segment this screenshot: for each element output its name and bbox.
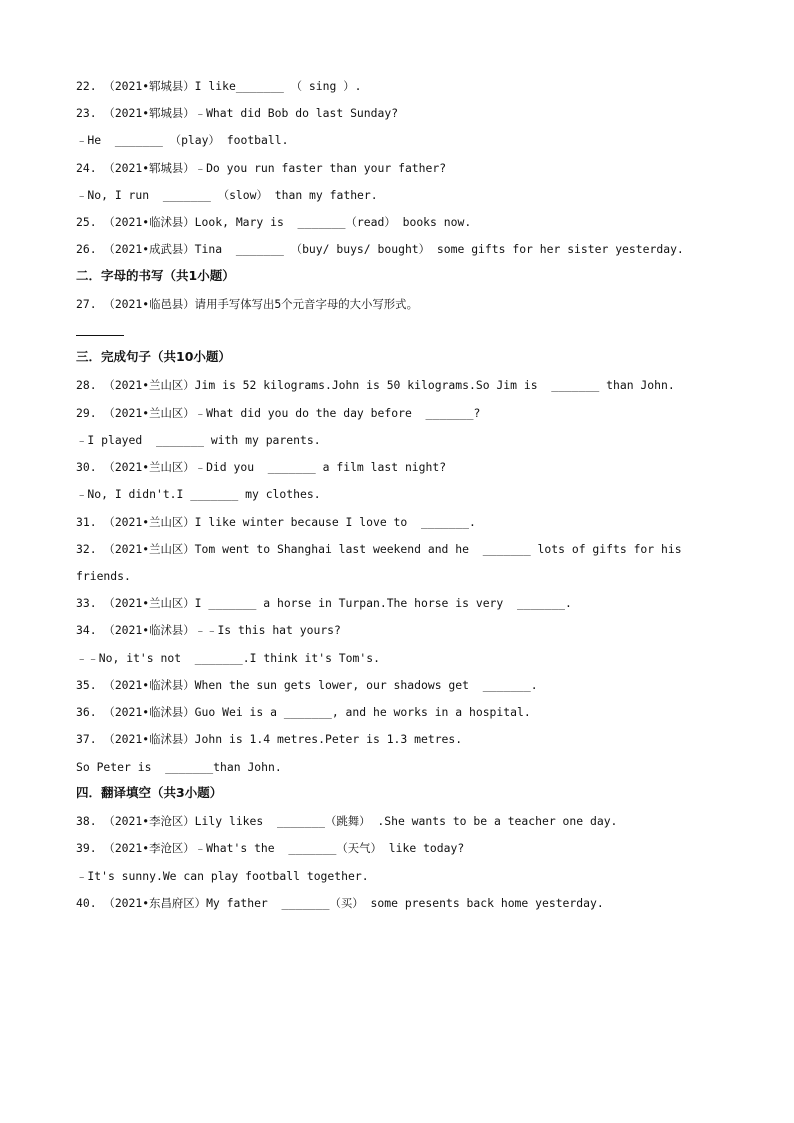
question-37-continued: So Peter is _______than John.: [76, 760, 282, 774]
question-36: 36. （2021•临沭县）Guo Wei is a _______, and he works in a hospital.: [76, 705, 531, 719]
question-29: 29. （2021•兰山区）﹣What did you do the day before _______?: [76, 406, 481, 420]
question-24: 24. （2021•郓城县）﹣Do you run faster than your father?: [76, 161, 447, 175]
question-26: 26. （2021•成武县）Tina _______ （buy/ buys/ bought） some gifts for her sister yesterday.: [76, 242, 684, 256]
answer-30: ﹣No, I didn't.I _______ my clothes.: [76, 487, 321, 501]
question-25: 25. （2021•临沭县）Look, Mary is _______（read） books now.: [76, 215, 472, 229]
answer-34: ﹣﹣No, it's not _______.I think it's Tom's.: [76, 651, 380, 665]
question-34: 34. （2021•临沭县）﹣﹣Is this hat yours?: [76, 623, 341, 637]
question-40: 40. （2021•东昌府区）My father _______（买） some presents back home yesterday.: [76, 896, 604, 910]
question-23: 23. （2021•郓城县）﹣What did Bob do last Sunday?: [76, 106, 399, 120]
question-38: 38. （2021•李沧区）Lily likes _______（跳舞） .She wants to be a teacher one day.: [76, 814, 618, 828]
answer-29: ﹣I played _______ with my parents.: [76, 433, 321, 447]
section-heading-sentences: 三．完成句子（共10小题）: [76, 349, 231, 364]
question-32: 32. （2021•兰山区）Tom went to Shanghai last weekend and he _______ lots of gifts for his: [76, 542, 682, 556]
question-37: 37. （2021•临沭县）John is 1.4 metres.Peter is 1.3 metres.: [76, 732, 463, 746]
answer-line-27: [76, 335, 124, 336]
question-33: 33. （2021•兰山区）I _______ a horse in Turpan.The horse is very _______.: [76, 596, 572, 610]
section-heading-translation: 四．翻译填空（共3小题）: [76, 785, 223, 800]
question-32-continued: friends.: [76, 569, 131, 583]
section-heading-letters: 二．字母的书写（共1小题）: [76, 268, 235, 283]
question-30: 30. （2021•兰山区）﹣Did you _______ a film last night?: [76, 460, 447, 474]
question-35: 35. （2021•临沭县）When the sun gets lower, our shadows get _______.: [76, 678, 538, 692]
question-39: 39. （2021•李沧区）﹣What's the _______（天气） like today?: [76, 841, 465, 855]
question-28: 28. （2021•兰山区）Jim is 52 kilograms.John is 50 kilograms.So Jim is _______ than John.: [76, 378, 675, 392]
question-27: 27. （2021•临邑县）请用手写体写出5个元音字母的大小写形式。: [76, 297, 418, 311]
answer-23: ﹣He _______ （play） football.: [76, 133, 289, 147]
answer-39: ﹣It's sunny.We can play football together.: [76, 869, 369, 883]
question-22: 22. （2021•郓城县）I like_______ （ sing ）.: [76, 79, 362, 93]
question-31: 31. （2021•兰山区）I like winter because I love to _______.: [76, 515, 476, 529]
answer-24: ﹣No, I run _______ （slow） than my father.: [76, 188, 378, 202]
